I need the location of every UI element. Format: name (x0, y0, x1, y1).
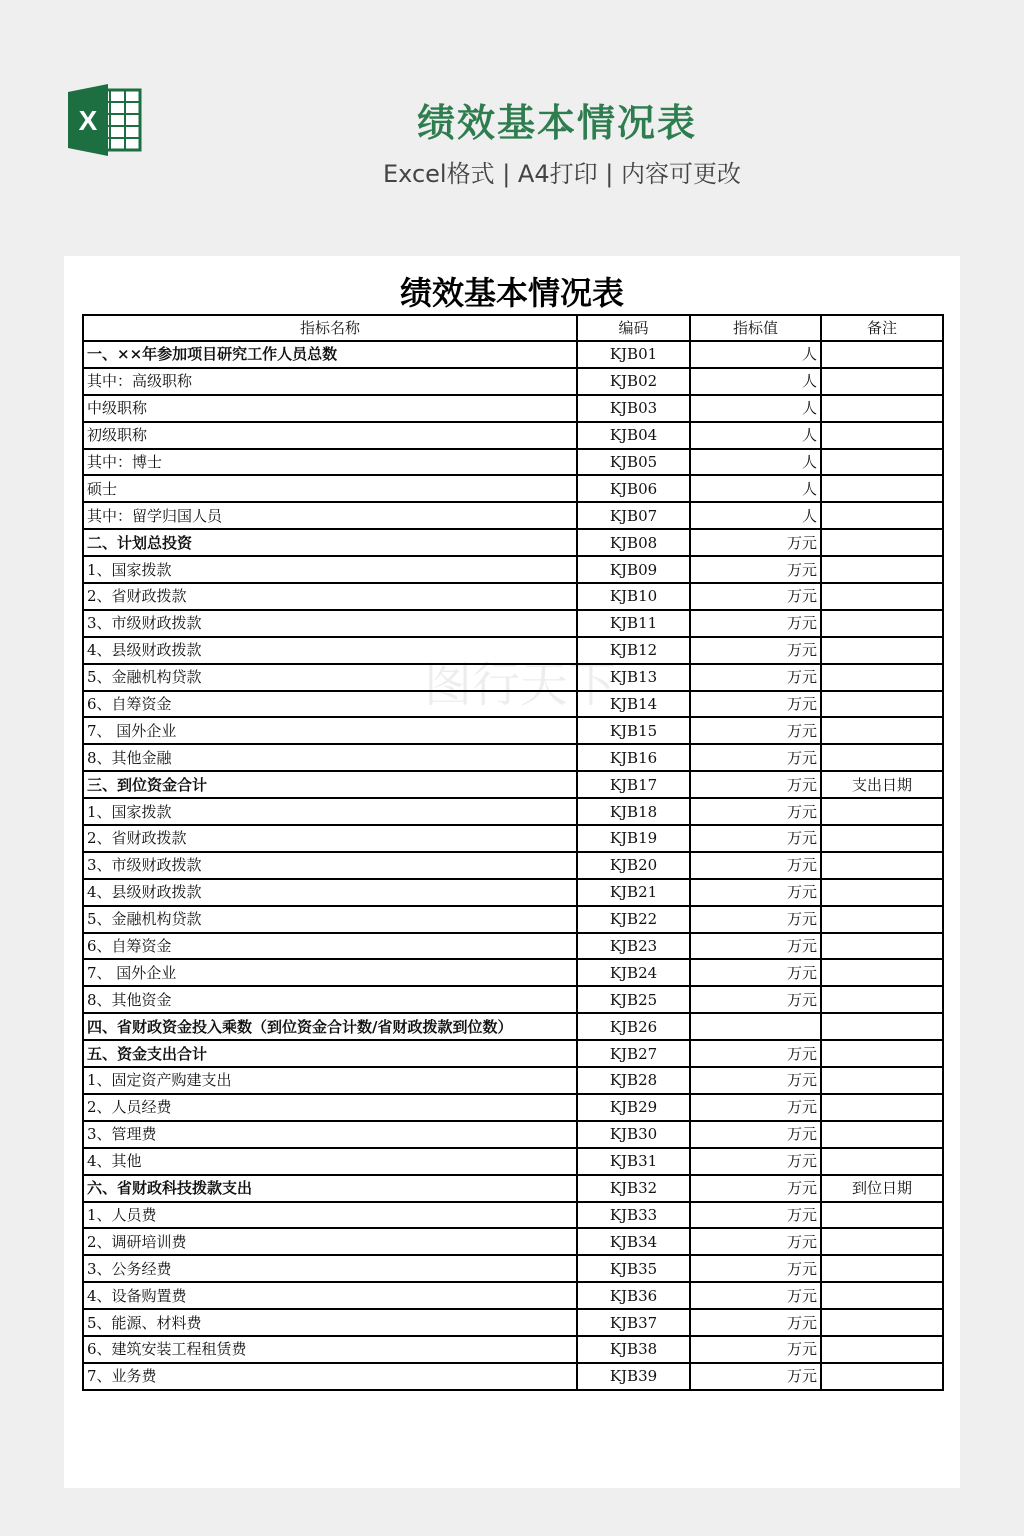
row-code-cell[interactable]: KJB10 (577, 583, 690, 610)
row-note-cell[interactable] (821, 637, 943, 664)
table-row (83, 1013, 943, 1040)
row-code-cell[interactable]: KJB15 (577, 717, 690, 744)
row-note-cell[interactable] (821, 556, 943, 583)
row-name-cell[interactable]: 7、业务费 (83, 1363, 577, 1390)
row-value-cell[interactable]: 人 (690, 368, 821, 395)
row-note-cell[interactable] (821, 1202, 943, 1229)
row-note-cell[interactable] (821, 1148, 943, 1175)
row-name-cell[interactable]: 四、省财政资金投入乘数（到位资金合计数/省财政拨款到位数） (83, 1013, 577, 1040)
row-value-cell[interactable]: 万元 (690, 637, 821, 664)
row-code-cell[interactable]: KJB27 (577, 1040, 690, 1067)
table-row (83, 879, 943, 906)
row-name-cell[interactable]: 7、 国外企业 (83, 959, 577, 986)
logo-letter: X (78, 105, 98, 136)
row-note-cell[interactable] (821, 717, 943, 744)
row-name-cell[interactable]: 其中：博士 (83, 449, 577, 476)
watermark: 图行天下 (423, 657, 616, 713)
table-row (83, 422, 943, 449)
table-row (83, 341, 943, 368)
row-value-cell[interactable]: 万元 (690, 610, 821, 637)
row-note-cell[interactable] (821, 368, 943, 395)
row-value-cell[interactable]: 人 (690, 502, 821, 529)
row-code-cell[interactable]: KJB22 (577, 906, 690, 933)
document-title: 绩效基本情况表 (399, 274, 624, 312)
table-row (83, 1148, 943, 1175)
row-code-cell[interactable]: KJB20 (577, 852, 690, 879)
table-row (83, 664, 943, 691)
row-code-cell[interactable]: KJB34 (577, 1228, 690, 1255)
table-row (83, 1202, 943, 1229)
row-value-cell[interactable]: 万元 (690, 798, 821, 825)
row-note-cell[interactable] (821, 879, 943, 906)
row-code-cell[interactable]: KJB35 (577, 1255, 690, 1282)
table-row (83, 529, 943, 556)
row-name-cell[interactable]: 6、建筑安装工程租赁费 (83, 1336, 577, 1363)
row-value-cell[interactable]: 万元 (690, 1309, 821, 1336)
row-value-cell[interactable]: 万元 (690, 1040, 821, 1067)
row-name-cell[interactable]: 3、市级财政拨款 (83, 610, 577, 637)
row-value-cell[interactable]: 人 (690, 422, 821, 449)
row-name-cell[interactable]: 8、其他资金 (83, 986, 577, 1013)
row-name-cell[interactable]: 其中：留学归国人员 (83, 502, 577, 529)
row-code-cell[interactable]: KJB30 (577, 1121, 690, 1148)
row-value-cell[interactable]: 人 (690, 475, 821, 502)
table-row (83, 556, 943, 583)
table-row (83, 825, 943, 852)
table-row (83, 717, 943, 744)
row-name-cell[interactable]: 三、到位资金合计 (83, 771, 577, 798)
row-note-cell[interactable] (821, 825, 943, 852)
table-row (83, 852, 943, 879)
row-code-cell[interactable]: KJB25 (577, 986, 690, 1013)
row-value-cell[interactable]: 万元 (690, 986, 821, 1013)
table-row (83, 906, 943, 933)
row-code-cell[interactable]: KJB24 (577, 959, 690, 986)
table-row (83, 368, 943, 395)
row-note-cell[interactable] (821, 529, 943, 556)
row-note-cell[interactable] (821, 583, 943, 610)
row-note-cell[interactable] (821, 852, 943, 879)
row-value-cell[interactable]: 万元 (690, 691, 821, 718)
row-value-cell[interactable] (690, 1013, 821, 1040)
row-code-cell[interactable]: KJB36 (577, 1282, 690, 1309)
row-note-cell[interactable] (821, 395, 943, 422)
row-note-cell[interactable]: 支出日期 (821, 771, 943, 798)
table-row (83, 1336, 943, 1363)
row-note-cell[interactable] (821, 1336, 943, 1363)
table-row (83, 933, 943, 960)
row-note-cell[interactable] (821, 1013, 943, 1040)
row-value-cell[interactable]: 万元 (690, 933, 821, 960)
row-note-cell[interactable]: 到位日期 (821, 1175, 943, 1202)
table-row (83, 1121, 943, 1148)
table-row (83, 771, 943, 798)
row-code-cell[interactable]: KJB03 (577, 395, 690, 422)
row-note-cell[interactable] (821, 1094, 943, 1121)
row-code-cell[interactable]: KJB28 (577, 1067, 690, 1094)
row-value-cell[interactable]: 万元 (690, 529, 821, 556)
row-code-cell[interactable]: KJB33 (577, 1202, 690, 1229)
row-value-cell[interactable]: 万元 (690, 1228, 821, 1255)
row-value-cell[interactable]: 万元 (690, 852, 821, 879)
row-name-cell[interactable]: 6、自筹资金 (83, 933, 577, 960)
row-note-cell[interactable] (821, 1121, 943, 1148)
row-value-cell[interactable]: 万元 (690, 583, 821, 610)
table-row (83, 959, 943, 986)
row-name-cell[interactable]: 6、自筹资金 (83, 691, 577, 718)
row-name-cell[interactable]: 六、省财政科技拨款支出 (83, 1175, 577, 1202)
row-value-cell[interactable]: 万元 (690, 1255, 821, 1282)
row-name-cell[interactable]: 7、 国外企业 (83, 717, 577, 744)
row-value-cell[interactable]: 万元 (690, 879, 821, 906)
table-row (83, 1309, 943, 1336)
row-note-cell[interactable] (821, 691, 943, 718)
document-sheet (64, 256, 960, 1488)
row-value-cell[interactable]: 万元 (690, 1094, 821, 1121)
table-row (83, 637, 943, 664)
row-name-cell[interactable]: 2、省财政拨款 (83, 825, 577, 852)
row-code-cell[interactable]: KJB14 (577, 691, 690, 718)
row-code-cell[interactable]: KJB04 (577, 422, 690, 449)
row-name-cell[interactable]: 中级职称 (83, 395, 577, 422)
row-value-cell[interactable]: 万元 (690, 1282, 821, 1309)
row-name-cell[interactable]: 8、其他金融 (83, 744, 577, 771)
row-value-cell[interactable]: 万元 (690, 825, 821, 852)
row-name-cell[interactable]: 2、调研培训费 (83, 1228, 577, 1255)
header-code: 编码 (577, 315, 690, 341)
row-code-cell[interactable]: KJB37 (577, 1309, 690, 1336)
row-name-cell[interactable]: 4、县级财政拨款 (83, 637, 577, 664)
table-row (83, 1040, 943, 1067)
row-value-cell[interactable]: 万元 (690, 664, 821, 691)
row-code-cell[interactable]: KJB02 (577, 368, 690, 395)
row-value-cell[interactable]: 人 (690, 341, 821, 368)
row-name-cell[interactable]: 一、××年参加项目研究工作人员总数 (83, 341, 577, 368)
table-row (83, 1094, 943, 1121)
row-code-cell[interactable]: KJB12 (577, 637, 690, 664)
row-code-cell[interactable]: KJB17 (577, 771, 690, 798)
table-row (83, 502, 943, 529)
row-value-cell[interactable]: 万元 (690, 717, 821, 744)
table-row (83, 1363, 943, 1390)
row-name-cell[interactable]: 3、公务经费 (83, 1255, 577, 1282)
row-note-cell[interactable] (821, 341, 943, 368)
row-note-cell[interactable] (821, 959, 943, 986)
row-note-cell[interactable] (821, 422, 943, 449)
row-code-cell[interactable]: KJB39 (577, 1363, 690, 1390)
row-code-cell[interactable]: KJB01 (577, 341, 690, 368)
table-body (83, 341, 943, 1390)
row-name-cell[interactable]: 4、县级财政拨款 (83, 879, 577, 906)
row-value-cell[interactable]: 万元 (690, 556, 821, 583)
row-note-cell[interactable] (821, 1363, 943, 1390)
row-name-cell[interactable]: 2、省财政拨款 (83, 583, 577, 610)
row-name-cell[interactable]: 2、人员经费 (83, 1094, 577, 1121)
row-code-cell[interactable]: KJB32 (577, 1175, 690, 1202)
row-code-cell[interactable]: KJB07 (577, 502, 690, 529)
promo-subtitle: Excel格式 | A4打印 | 内容可更改 (383, 160, 741, 188)
row-name-cell[interactable]: 1、国家拨款 (83, 556, 577, 583)
row-value-cell[interactable]: 万元 (690, 1202, 821, 1229)
row-code-cell[interactable]: KJB09 (577, 556, 690, 583)
row-note-cell[interactable] (821, 664, 943, 691)
row-name-cell[interactable]: 1、固定资产购建支出 (83, 1067, 577, 1094)
row-note-cell[interactable] (821, 475, 943, 502)
table-row (83, 986, 943, 1013)
indicator-table (82, 314, 944, 1391)
row-name-cell[interactable]: 初级职称 (83, 422, 577, 449)
row-code-cell[interactable]: KJB19 (577, 825, 690, 852)
row-value-cell[interactable]: 万元 (690, 1336, 821, 1363)
row-name-cell[interactable]: 1、人员费 (83, 1202, 577, 1229)
row-value-cell[interactable]: 万元 (690, 1121, 821, 1148)
row-note-cell[interactable] (821, 798, 943, 825)
row-name-cell[interactable]: 二、计划总投资 (83, 529, 577, 556)
table-row (83, 1175, 943, 1202)
table-row (83, 583, 943, 610)
row-code-cell[interactable]: KJB08 (577, 529, 690, 556)
row-code-cell[interactable]: KJB18 (577, 798, 690, 825)
table-row (83, 1255, 943, 1282)
row-code-cell[interactable]: KJB26 (577, 1013, 690, 1040)
row-note-cell[interactable] (821, 1255, 943, 1282)
row-note-cell[interactable] (821, 1309, 943, 1336)
table-row (83, 744, 943, 771)
table-row (83, 1067, 943, 1094)
row-note-cell[interactable] (821, 744, 943, 771)
row-name-cell[interactable]: 4、设备购置费 (83, 1282, 577, 1309)
table-row (83, 1228, 943, 1255)
row-value-cell[interactable]: 人 (690, 449, 821, 476)
row-code-cell[interactable]: KJB11 (577, 610, 690, 637)
row-code-cell[interactable]: KJB05 (577, 449, 690, 476)
row-name-cell[interactable]: 4、其他 (83, 1148, 577, 1175)
row-code-cell[interactable]: KJB29 (577, 1094, 690, 1121)
row-code-cell[interactable]: KJB21 (577, 879, 690, 906)
row-value-cell[interactable]: 万元 (690, 1067, 821, 1094)
row-value-cell[interactable]: 万元 (690, 744, 821, 771)
row-note-cell[interactable] (821, 1282, 943, 1309)
table-row (83, 798, 943, 825)
row-note-cell[interactable] (821, 1228, 943, 1255)
row-note-cell[interactable] (821, 1067, 943, 1094)
row-note-cell[interactable] (821, 906, 943, 933)
header-value: 指标值 (690, 315, 821, 341)
row-note-cell[interactable] (821, 610, 943, 637)
row-value-cell[interactable]: 万元 (690, 906, 821, 933)
header-name: 指标名称 (83, 315, 577, 341)
table-row (83, 610, 943, 637)
row-name-cell[interactable]: 五、资金支出合计 (83, 1040, 577, 1067)
row-name-cell[interactable]: 5、能源、材料费 (83, 1309, 577, 1336)
table-header-row (83, 315, 943, 341)
row-note-cell[interactable] (821, 933, 943, 960)
table-row (83, 475, 943, 502)
table-row (83, 395, 943, 422)
row-code-cell[interactable]: KJB16 (577, 744, 690, 771)
row-note-cell[interactable] (821, 502, 943, 529)
row-value-cell[interactable]: 万元 (690, 1363, 821, 1390)
row-code-cell[interactable]: KJB31 (577, 1148, 690, 1175)
row-note-cell[interactable] (821, 986, 943, 1013)
row-code-cell[interactable]: KJB13 (577, 664, 690, 691)
row-name-cell[interactable]: 3、管理费 (83, 1121, 577, 1148)
row-name-cell[interactable]: 其中：高级职称 (83, 368, 577, 395)
promo-title: 绩效基本情况表 (416, 101, 697, 145)
row-name-cell[interactable]: 5、金融机构贷款 (83, 906, 577, 933)
row-name-cell[interactable]: 3、市级财政拨款 (83, 852, 577, 879)
table-row (83, 691, 943, 718)
row-name-cell[interactable]: 5、金融机构贷款 (83, 664, 577, 691)
row-value-cell[interactable]: 万元 (690, 959, 821, 986)
row-value-cell[interactable]: 万元 (690, 771, 821, 798)
table-row (83, 449, 943, 476)
row-code-cell[interactable]: KJB38 (577, 1336, 690, 1363)
row-name-cell[interactable]: 1、国家拨款 (83, 798, 577, 825)
row-note-cell[interactable] (821, 1040, 943, 1067)
header-note: 备注 (821, 315, 943, 341)
row-code-cell[interactable]: KJB23 (577, 933, 690, 960)
row-name-cell[interactable]: 硕士 (83, 475, 577, 502)
row-value-cell[interactable]: 人 (690, 395, 821, 422)
table-row (83, 1282, 943, 1309)
row-note-cell[interactable] (821, 449, 943, 476)
row-value-cell[interactable]: 万元 (690, 1175, 821, 1202)
row-value-cell[interactable]: 万元 (690, 1148, 821, 1175)
row-code-cell[interactable]: KJB06 (577, 475, 690, 502)
